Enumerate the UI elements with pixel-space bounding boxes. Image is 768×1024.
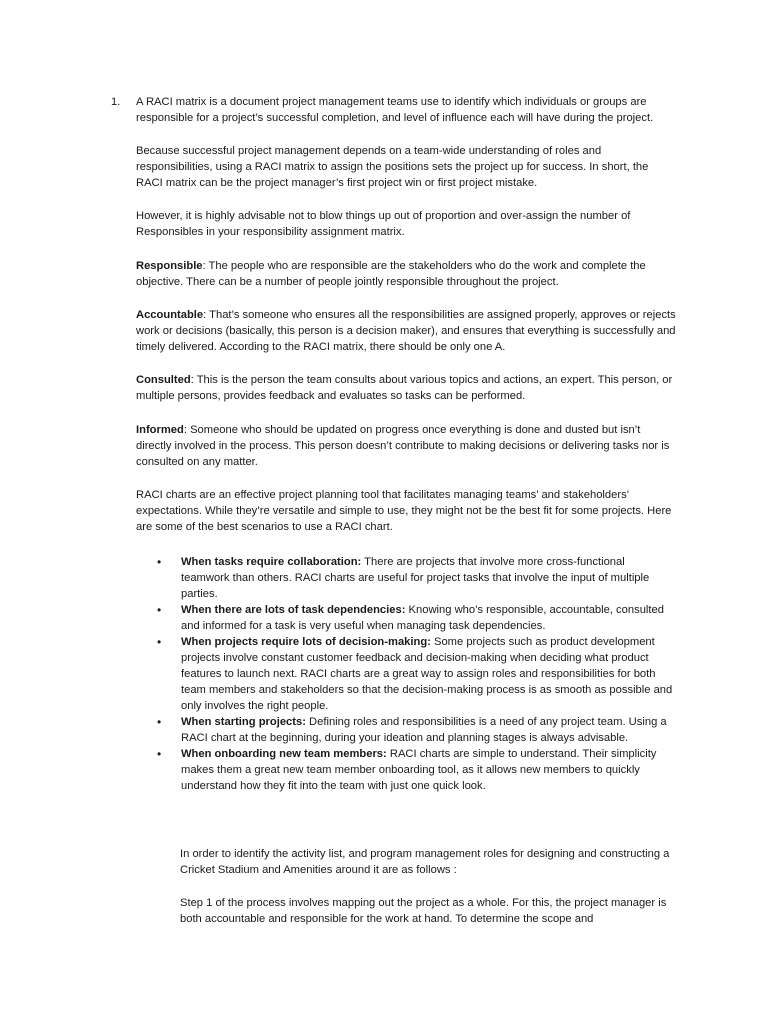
step1-paragraph: Step 1 of the process involves mapping out the project as a whole. For this, the project manager is both accountable and responsible for the work at hand. To determine the scope and [180, 897, 667, 925]
definition-responsible [136, 258, 676, 290]
intro-paragraph: A RACI matrix is a document project management teams use to identify which individuals or groups are responsible for a project’s successful completion, and level of influence each will have during the project. [136, 96, 654, 124]
definition-accountable [136, 307, 676, 355]
bullet-icon: • [157, 603, 162, 617]
bullet-body [181, 602, 675, 634]
definition-text: : Someone who should be updated on progress once everything is done and dusted but isn’t directly involved in the process. This person doesn’t contribute to making decisions or delivering tasks nor is consulted on any matter. [136, 424, 670, 468]
definition-term: Responsible [136, 260, 203, 272]
definition-term: Consulted [136, 374, 191, 386]
bullet-heading: When there are lots of task dependencies: [181, 604, 406, 616]
charts-paragraph: RACI charts are an effective project planning tool that facilitates managing teams’ and stakeholders’ expectations. While they’re versatile and simple to use, they might not be the best fit for some projects. Here are some of the best scenarios to use a RACI chart. [136, 489, 672, 533]
list-number: 1. [111, 96, 121, 108]
bullet-text: RACI charts are simple to understand. Their simplicity makes them a great new team member onboarding tool, as it allows new members to quickly understand how they fit into the team with just one quick look. [181, 748, 657, 792]
bullet-icon: • [157, 635, 162, 649]
bullet-icon: • [157, 715, 162, 729]
definition-text: : The people who are responsible are the stakeholders who do the work and complete the objective. There can be a number of people jointly responsible throughout the project. [136, 260, 646, 288]
bullet-heading: When projects require lots of decision-making: [181, 636, 431, 648]
bullet-icon: • [157, 747, 162, 761]
bullet-text: Knowing who’s responsible, accountable, consulted and informed for a task is very useful when managing task dependencies. [181, 604, 664, 632]
bullet-body [181, 714, 675, 746]
definition-text: : That’s someone who ensures all the responsibilities are assigned properly, approves or rejects work or decisions (basically, this person is a decision maker), and ensures that everything is successfully and timely delivered. According to the RACI matrix, there should be only one A. [136, 309, 676, 353]
bullet-text: Defining roles and responsibilities is a need of any project team. Using a RACI chart at the beginning, during your ideation and planning stages is always advisable. [181, 716, 667, 744]
bullet-text: There are projects that involve more cross-functional teamwork than others. RACI charts are useful for project tasks that involve the input of multiple parties. [181, 556, 650, 600]
advisable-paragraph: However, it is highly advisable not to blow things up out of proportion and over-assign the number of Responsibles in your responsibility assignment matrix. [136, 210, 631, 238]
bullet-heading: When tasks require collaboration: [181, 556, 362, 568]
bullet-icon: • [157, 555, 162, 569]
bullet-body [181, 746, 675, 794]
bullet-heading: When starting projects: [181, 716, 306, 728]
definition-term: Accountable [136, 309, 204, 321]
definition-text: : This is the person the team consults about various topics and actions, an expert. This person, or multiple persons, provides feedback and evaluates so tasks can be performed. [136, 374, 673, 402]
bullet-heading: When onboarding new team members: [181, 748, 387, 760]
success-paragraph: Because successful project management depends on a team-wide understanding of roles and responsibilities, using a RACI matrix to assign the positions sets the project up for success. In short, the RACI matrix can be the project manager’s first project win or first project mistake. [136, 145, 649, 189]
definition-consulted [136, 372, 676, 404]
definition-term: Informed [136, 424, 184, 436]
definition-informed [136, 422, 676, 470]
bullet-body [181, 634, 675, 714]
activity-paragraph: In order to identify the activity list, and program management roles for designing and constructing a Cricket Stadium and Amenities around it are as follows : [180, 848, 670, 876]
bullet-text: Some projects such as product development projects involve constant customer feedback and decision-making when deciding what product features to launch next. RACI charts are a great way to assign roles and responsibilities for both team members and stakeholders so that the decision-making process is as smooth as possible and only involves the right people. [181, 636, 673, 712]
bullet-body [181, 554, 675, 602]
